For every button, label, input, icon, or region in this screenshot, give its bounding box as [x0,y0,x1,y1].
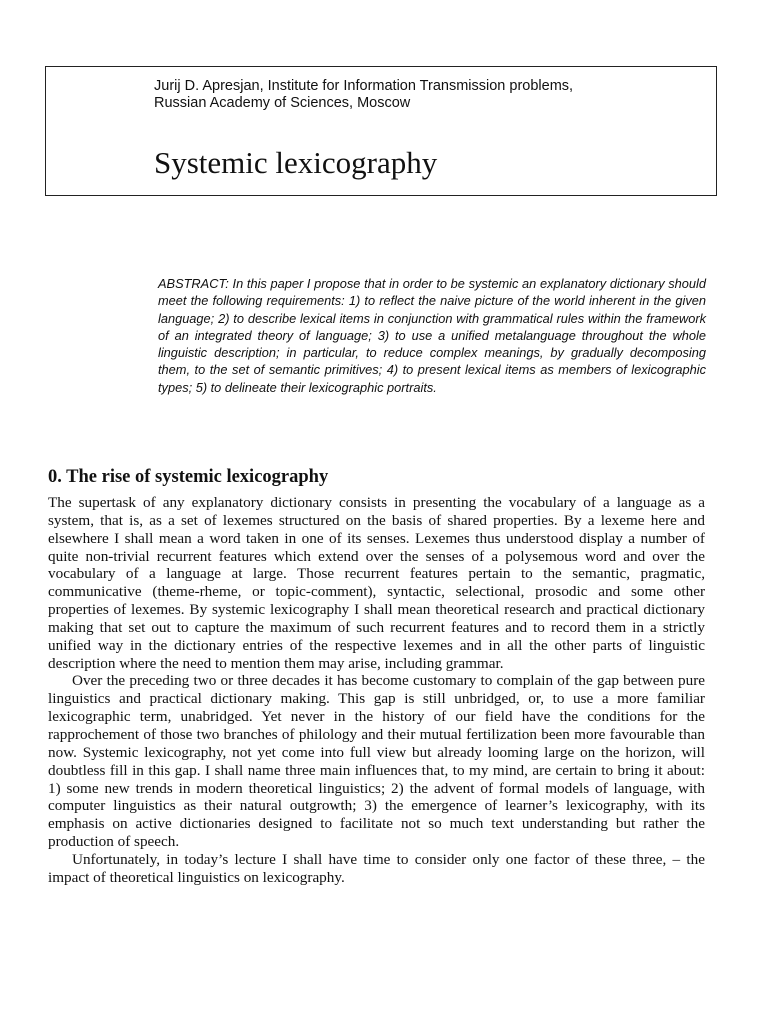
paragraph-3: Unfortunately, in today’s lecture I shall have time to consider only one factor of these three, – the impact of theoretical linguistics on lexicography. [48,850,705,886]
paragraph-2: Over the preceding two or three decades it has become customary to complain of the gap between pure linguistics and practical dictionary making. This gap is still unbridged, or, to use a more familiar lexicographic term, unabridged. Yet never in the history of our field have the conditions for the rapprochement of those two branches of philology and their mutual fertilization been more favourable than now. Systemic lexicography, not yet come into full view but already looming large on the horizon, will doubtless fill in this gap. I shall name three main influences that, to my mind, are certain to bring it about: 1) some new trends in modern theoretical linguistics; 2) the advent of formal models of language, with computer linguistics as their natural outgrowth; 3) the emergence of learner’s lexicography, with its emphasis on active dictionaries designed to facilitate not so much text understanding but rather the production of speech. [48,672,705,851]
paper-title: Systemic lexicography [154,145,438,180]
header-box [45,66,717,196]
section-body [48,494,705,887]
author-affiliation: Jurij D. Apresjan, Institute for Information Transmission problems, Russian Academy of Sciences, Moscow [154,78,574,111]
section-heading: 0. The rise of systemic lexicography [48,467,329,487]
abstract: ABSTRACT: In this paper I propose that in order to be systemic an explanatory dictionary should meet the following requirements: 1) to reflect the naive picture of the world inherent in the given language; 2) to describe lexical items in conjunction with grammatical rules within the framework of an integrated theory of language; 3) to use a unified metalanguage throughout the whole linguistic description; in particular, to reduce complex meanings, by gradually decomposing them, to the set of semantic primitives; 4) to present lexical items as members of lexicographic types; 5) to delineate their lexicographic portraits. [158,276,706,395]
paragraph-1: The supertask of any explanatory dictionary consists in presenting the vocabulary of a language as a system, that is, as a set of lexemes structured on the basis of shared properties. By a lexeme here and elsewhere I shall mean a word taken in one of its senses. Lexemes thus understood display a number of quite non-trivial recurrent features which extend over the senses of a polysemous word and over the vocabulary of a language at large. Those recurrent features pertain to the semantic, pragmatic, communicative (theme-rheme, or topic-comment), syntactic, selectional, prosodic and some other properties of lexemes. By systemic lexicography I shall mean theoretical research and practical dictionary making that set out to capture the maximum of such recurrent features and to record them in a strictly unified way in the dictionary entries of the respective lexemes and in all the other parts of linguistic description where the need to mention them may arise, including grammar. [48,494,705,672]
